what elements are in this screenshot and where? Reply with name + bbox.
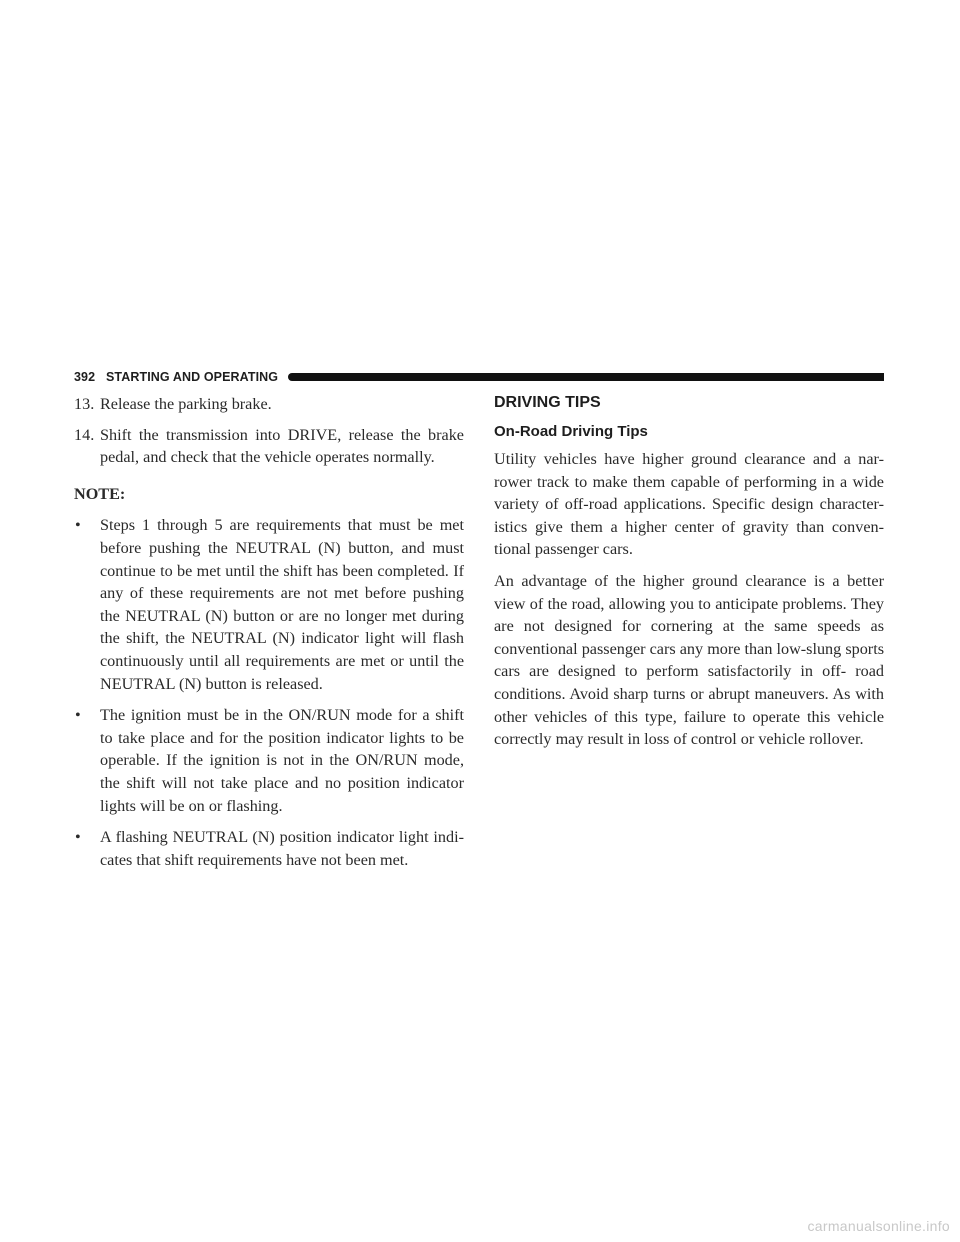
page-number: 392 bbox=[74, 370, 96, 384]
step-14 bbox=[74, 424, 464, 469]
step-number: 14. bbox=[74, 425, 95, 444]
paragraph: Utility vehicles have higher ground clearance and a nar- rower track to make them capable of performing in a wide variety of off-road applications. Specific design character- istics give them a higher center of gravity than conven- tional passenger cars. bbox=[494, 450, 884, 559]
right-column bbox=[494, 393, 884, 760]
left-column bbox=[74, 393, 464, 880]
section-title: STARTING AND OPERATING bbox=[106, 370, 279, 384]
bullet-text: A flashing NEUTRAL (N) position indicator light indi- cates that shift requirements have not been met. bbox=[100, 828, 464, 869]
note-bullet bbox=[74, 514, 464, 695]
note-bullet bbox=[74, 826, 464, 871]
section-heading: DRIVING TIPS bbox=[494, 394, 601, 411]
paragraph: An advantage of the higher ground clearance is a better view of the road, allowing you to anticipate problems. They are not designed for cornering at the same speeds as conventional passenger cars any more than low-slung sports cars are designed to perform satisfactorily in off- road conditions. Avoid sharp turns or abrupt maneuvers. As with other vehicles of this type, failure to operate this vehicle correctly may result in loss of control or vehicle rollover. bbox=[494, 571, 884, 749]
step-text: Release the parking brake. bbox=[100, 395, 272, 413]
note-bullet bbox=[74, 704, 464, 817]
bullet-icon: • bbox=[75, 516, 81, 535]
bullet-icon: • bbox=[75, 828, 81, 847]
step-text: Shift the transmission into DRIVE, release the brake pedal, and check that the vehicle operates normally. bbox=[100, 425, 464, 467]
page-header bbox=[74, 370, 884, 384]
step-number: 13. bbox=[74, 395, 95, 413]
bullet-text: Steps 1 through 5 are requirements that must be met before pushing the NEUTRAL (N) button, and must continue to be met until the shift has been completed. If any of these requirements are not met before pushing the NEUTRAL (N) button or are no longer met during the shift, the NEUTRAL (N) indicator light will flash continuously until all requirements are met or until the NEUTRAL (N) button is released. bbox=[100, 516, 464, 693]
note-label: NOTE: bbox=[74, 484, 126, 503]
bullet-icon: • bbox=[75, 706, 81, 725]
header-rule bbox=[288, 373, 884, 381]
step-13 bbox=[74, 393, 464, 416]
bullet-text: The ignition must be in the ON/RUN mode for a shift to take place and for the position indicator lights to be operable. If the ignition is not in the ON/RUN mode, the shift will not take place and no position indicator lights will be on or flashing. bbox=[100, 706, 464, 815]
subsection-heading: On-Road Driving Tips bbox=[494, 423, 648, 440]
watermark: carmanualsonline.info bbox=[807, 1218, 950, 1234]
